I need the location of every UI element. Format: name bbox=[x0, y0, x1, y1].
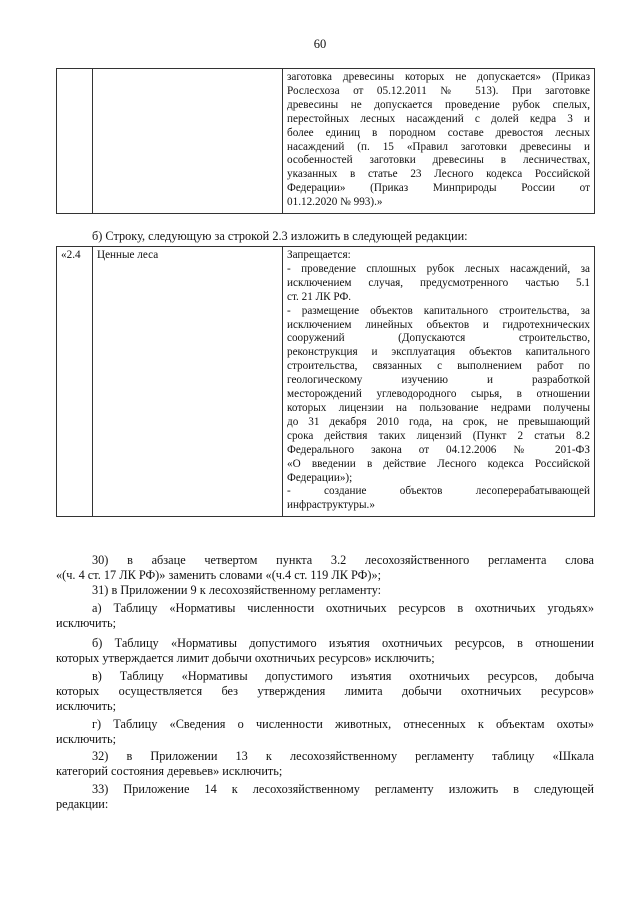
table-valuable-forests bbox=[56, 246, 595, 517]
table-cell-name: Ценные леса bbox=[93, 247, 283, 517]
text-line: ст. 21 ЛК РФ. bbox=[287, 290, 352, 303]
text-line: геологическому изучению и разработкой bbox=[287, 374, 590, 387]
text-line: 01.12.2020 № 993).» bbox=[287, 196, 383, 209]
text-line: реконструкция и эксплуатация объектов капитального bbox=[287, 346, 590, 359]
paragraph-30: 30) в абзаце четвертом пункта 3.2 лесохозяйственного регламента слова «(ч. 4 ст. 17 ЛК РФ)» заменить словами «(ч.4 ст. 119 ЛК РФ)»; bbox=[56, 553, 594, 582]
text-line: исключением случая, предусмотренного частью 5.1 bbox=[287, 276, 590, 289]
paragraph-31g: г) Таблицу «Сведения о численности животных, отнесенных к объектам охоты» исключить; bbox=[56, 717, 594, 746]
text-line: указанных в статье 23 Лесного кодекса Российской bbox=[287, 168, 590, 181]
text-line: особенностей заготовки древесины в лесничествах, bbox=[287, 154, 590, 167]
text-line: «О введении в действие Лесного кодекса Российской bbox=[287, 457, 590, 470]
table-row bbox=[57, 247, 595, 517]
text-line: которых лицензии на пользование недрами получены bbox=[287, 401, 590, 414]
table-cell-name bbox=[93, 69, 283, 214]
text-line: инфраструктуры.» bbox=[287, 499, 375, 512]
table-cell-number bbox=[57, 69, 93, 214]
text-line: Федерации» (Приказ Минприроды России от bbox=[287, 182, 590, 195]
text-line: исключением линейных объектов и гидротехнических bbox=[287, 318, 590, 331]
text-line: древесины не допускается проведение рубок спелых, bbox=[287, 98, 590, 111]
text-line: сооружений (Допускаются строительство, bbox=[287, 332, 590, 345]
text-line: Федерального закона от 04.12.2006 № 201-ФЗ bbox=[287, 443, 590, 456]
text-line: месторождений углеводородного сырья, в отношении bbox=[287, 388, 590, 401]
page-number: 60 bbox=[313, 37, 327, 51]
text-line: срока действия таких лицензий (Пункт 2 статьи 8.2 bbox=[287, 429, 590, 442]
table-cell-text bbox=[283, 247, 595, 517]
text-line: Рослесхоза от 05.12.2011 № 513). При заготовке bbox=[287, 84, 590, 97]
paragraph-31b: б) Таблицу «Нормативы допустимого изъятия охотничьих ресурсов, в отношении которых утверждается лимит добычи охотничьих ресурсов» исключить; bbox=[56, 636, 594, 665]
text-line: до 31 декабря 2010 года, на срок, не превышающий bbox=[287, 415, 590, 428]
section-b-heading: б) Строку, следующую за строкой 2.3 изложить в следующей редакции: bbox=[92, 229, 468, 243]
paragraph-33: 33) Приложение 14 к лесохозяйственному регламенту изложить в следующей редакции: bbox=[56, 782, 594, 811]
paragraph-31: 31) в Приложении 9 к лесохозяйственному регламенту: bbox=[92, 583, 382, 597]
table-continuation bbox=[56, 68, 595, 214]
text-line: - проведение сплошных рубок лесных насаждений, за bbox=[287, 262, 590, 275]
table-cell-text bbox=[283, 69, 595, 214]
paragraph-31a: а) Таблицу «Нормативы численности охотничьих ресурсов в охотничьих угодьях» исключить; bbox=[56, 601, 594, 630]
text-line: заготовка древесины которых не допускается» (Приказ bbox=[287, 71, 590, 83]
text-line: Федерации»); bbox=[287, 471, 353, 484]
table-row bbox=[57, 69, 595, 214]
text-line: более единиц в породном составе древостоя лесных bbox=[287, 126, 590, 139]
paragraph-31v: в) Таблицу «Нормативы допустимого изъятия охотничьих ресурсов, добыча которых осуществляется без утверждения лимита добычи охотничьих ресурсов» исключить; bbox=[56, 669, 594, 713]
text-line: строительства, связанных с выполнением работ по bbox=[287, 360, 590, 373]
text-line: насаждений (п. 15 «Правил заготовки древесины и bbox=[287, 140, 590, 153]
text-line: - размещение объектов капитального строительства, за bbox=[287, 304, 590, 317]
table-cell-number: «2.4 bbox=[57, 247, 93, 517]
text-line: перестойных лесных насаждений с долей кедра 3 и bbox=[287, 112, 590, 125]
text-line: - создание объектов лесоперерабатывающей bbox=[287, 485, 590, 498]
paragraph-32: 32) в Приложении 13 к лесохозяйственному регламенту таблицу «Шкала категорий состояния деревьев» исключить; bbox=[56, 749, 594, 778]
text-line: Запрещается: bbox=[287, 249, 351, 261]
